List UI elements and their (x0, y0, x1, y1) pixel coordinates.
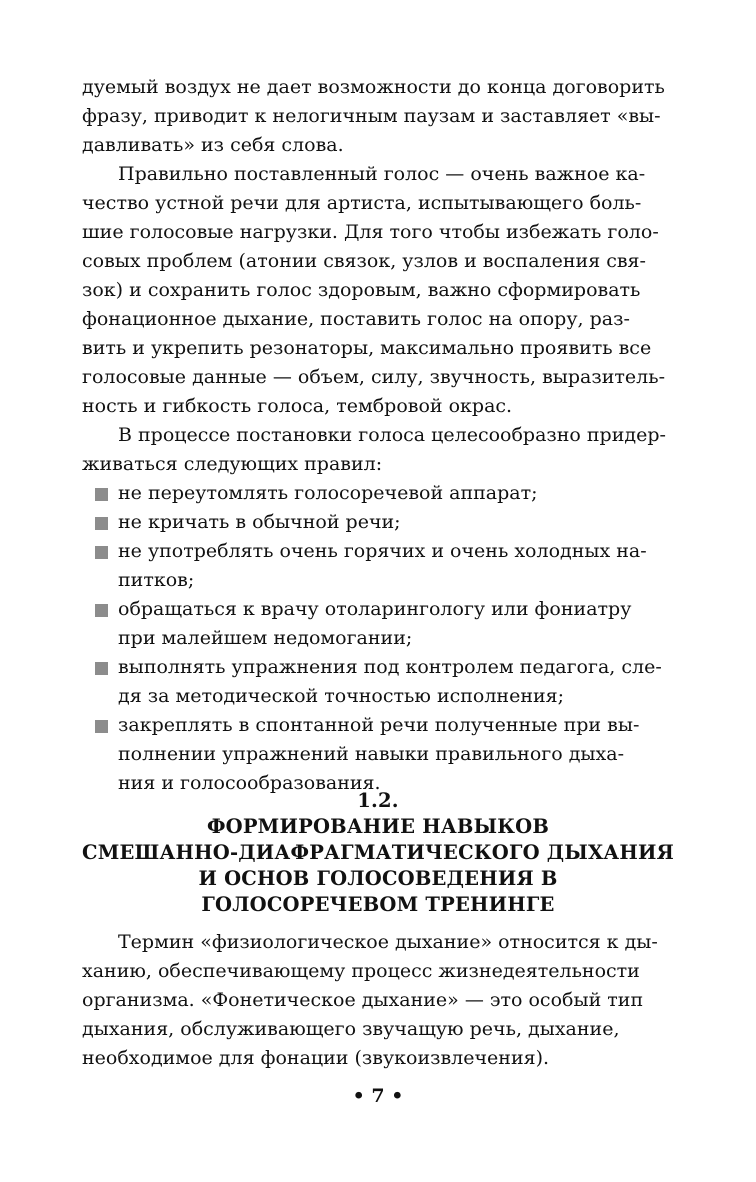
list-item-text: при малейшем недомогании; (118, 627, 413, 649)
section-heading (0, 788, 756, 918)
list-item-text: питков; (118, 569, 195, 591)
text-line: В процессе постановки голоса целесообразно придер- (118, 424, 666, 446)
list-item-text: не переутомлять голосоречевой аппарат; (118, 482, 538, 504)
body-text-upper (82, 73, 666, 798)
bullet-list (82, 479, 662, 798)
list-item-text: не употреблять очень горячих и очень холодных на- (118, 540, 647, 562)
text-line: давливать» из себя слова. (82, 134, 344, 156)
list-item-text: дя за методической точностью исполнения; (118, 685, 565, 707)
body-text-lower (82, 928, 662, 1073)
bullet-square-icon (95, 546, 108, 559)
list-item (82, 595, 662, 653)
section-title-line: И ОСНОВ ГОЛОСОВЕДЕНИЯ В (198, 867, 558, 890)
page-number: • 7 • (352, 1085, 404, 1107)
text-line: ханию, обеспечивающему процесс жизнедеятельности (82, 960, 640, 982)
text-line: дыхания, обслуживающего звучащую речь, дыхание, (82, 1018, 620, 1040)
list-item-text: не кричать в обычной речи; (118, 511, 401, 533)
section-title-line: ГОЛОСОРЕЧЕВОМ ТРЕНИНГЕ (201, 893, 555, 916)
list-item (82, 653, 662, 711)
section-number: 1.2. (357, 789, 399, 812)
text-line: вить и укрепить резонаторы, максимально проявить все (82, 337, 652, 359)
text-line: фонационное дыхание, поставить голос на опору, раз- (82, 308, 630, 330)
bullet-square-icon (95, 662, 108, 675)
text-line: чество устной речи для артиста, испытывающего боль- (82, 192, 642, 214)
text-line: шие голосовые нагрузки. Для того чтобы избежать голо- (82, 221, 659, 243)
bullet-square-icon (95, 488, 108, 501)
text-line: голосовые данные — объем, силу, звучность, выразитель- (82, 366, 665, 388)
paragraph-voice (82, 160, 665, 421)
paragraph-continuation (82, 73, 665, 160)
paragraph-term (82, 928, 662, 1073)
bullet-square-icon (95, 604, 108, 617)
list-item-text: выполнять упражнения под контролем педагога, сле- (118, 656, 662, 678)
text-line: организма. «Фонетическое дыхание» — это особый тип (82, 989, 644, 1011)
paragraph-rules-intro (82, 421, 666, 479)
list-item-text: полнении упражнений навыки правильного дыха- (118, 743, 624, 765)
list-item-text: закреплять в спонтанной речи полученные при вы- (118, 714, 640, 736)
text-line: совых проблем (атонии связок, узлов и воспаления свя- (82, 250, 646, 272)
bullet-square-icon (95, 517, 108, 530)
list-item (82, 508, 662, 537)
text-line: ность и гибкость голоса, тембровой окрас. (82, 395, 513, 417)
text-line: фразу, приводит к нелогичным паузам и заставляет «вы- (82, 105, 661, 127)
list-item-text: обращаться к врачу отоларингологу или фониатру (118, 598, 632, 620)
list-item (82, 479, 662, 508)
text-line: дуемый воздух не дает возможности до конца договорить (82, 76, 665, 98)
section-title-line: СМЕШАННО-ДИАФРАГМАТИЧЕСКОГО ДЫХАНИЯ (81, 841, 675, 864)
section-title-line: ФОРМИРОВАНИЕ НАВЫКОВ (206, 815, 550, 838)
text-line: живаться следующих правил: (82, 453, 383, 475)
bullet-square-icon (95, 720, 108, 733)
list-item-text: ния и голосообразования. (118, 772, 381, 794)
list-item (82, 711, 662, 798)
text-line: необходимое для фонации (звукоизвлечения). (82, 1047, 550, 1069)
text-line: Правильно поставленный голос — очень важное ка- (118, 163, 646, 185)
text-line: зок) и сохранить голос здоровым, важно сформировать (82, 279, 641, 301)
list-item (82, 537, 662, 595)
text-line: Термин «физиологическое дыхание» относится к ды- (118, 931, 658, 953)
